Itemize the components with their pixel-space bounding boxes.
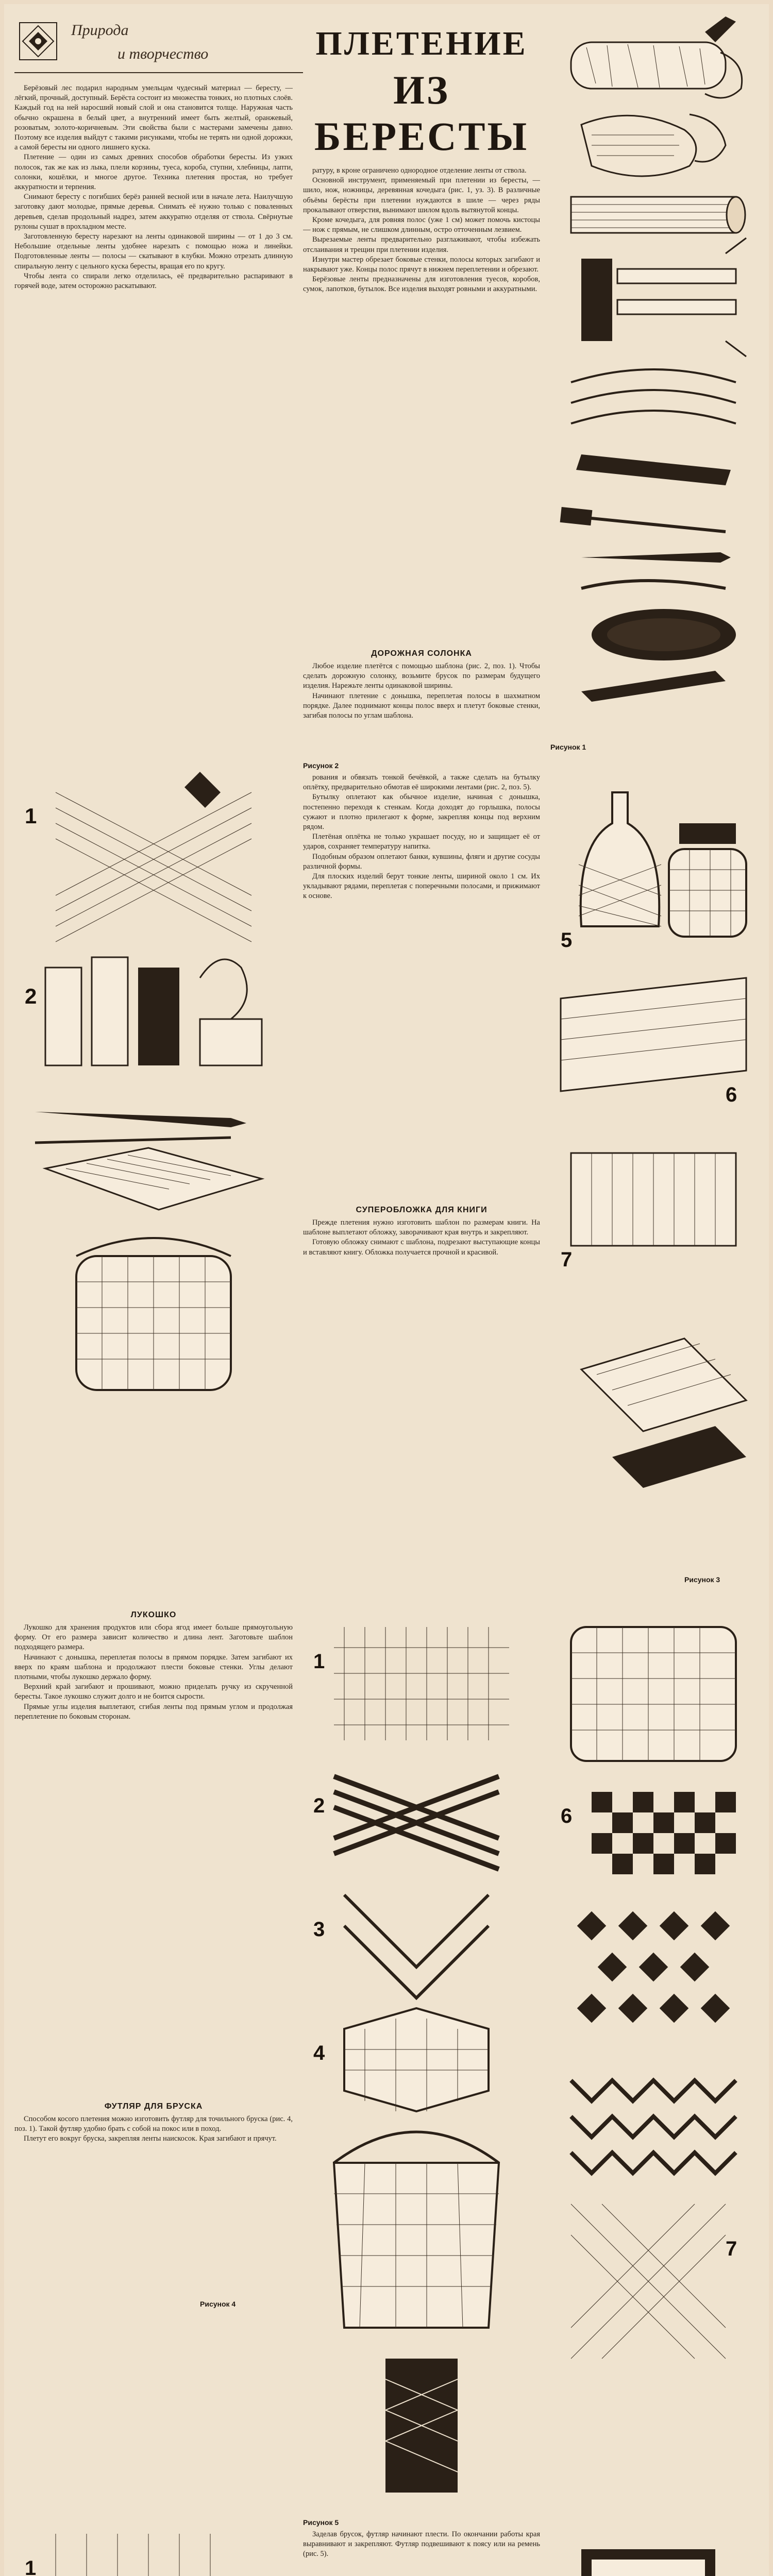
woven-mat-illustration bbox=[561, 978, 746, 1106]
title-word-1: ПЛЕТЕНИЕ bbox=[315, 25, 528, 62]
solonka-text bbox=[303, 662, 540, 749]
section3-text bbox=[303, 2530, 540, 2576]
bottle-text bbox=[303, 773, 540, 1195]
figure-2-illustrations bbox=[550, 761, 759, 1586]
svg-text:4: 4 bbox=[313, 2042, 325, 2064]
lidded-box-illustration bbox=[581, 2549, 715, 2576]
figure-3-caption: Рисунок 3 bbox=[684, 1575, 720, 1584]
box-pattern-illustration bbox=[571, 1627, 736, 1761]
svg-text:5: 5 bbox=[561, 929, 573, 952]
title-word-2: ИЗ bbox=[393, 67, 450, 112]
hands-peeling-illustration bbox=[581, 114, 726, 176]
futlyar-text bbox=[14, 2114, 293, 2300]
lattice-pattern-illustration bbox=[571, 2204, 737, 2359]
paragraph: рования и обвязать тонкой бечёвкой, а также сделать на бутылку оплётку, предварительно обмотав её широкими лентами (рис. 2, поз. 5). bbox=[303, 773, 540, 792]
paragraph: Изнутри мастер обрезает боковые стенки, полосы которых загибают и накрывают уже. Концы полос прячут в нижнем переплетении и обрезают. bbox=[303, 255, 540, 274]
paragraph: Прямые углы изделия выплетают, сгибая ленты под прямым углом и продолжая переплетение по боковым сторонам. bbox=[14, 1702, 293, 1721]
awl-knife-illustration bbox=[560, 507, 731, 588]
rubric-line-2: и творчество bbox=[117, 45, 209, 62]
paragraph: Подобным образом оплетают банки, кувшины, фляги и другие сосуды различной формы. bbox=[303, 852, 540, 871]
paragraph: Любое изделие плетётся с помощью шаблона (рис. 2, поз. 1). Чтобы сделать дорожную солонку, возьмите брусок по размерам будущего изделия. Нарежьте ленты одинаковой ширины. bbox=[303, 662, 540, 690]
intro-left-column bbox=[14, 83, 293, 743]
diagonal-pattern-illustration bbox=[577, 1911, 730, 2023]
figure-5-right-illustrations bbox=[550, 2518, 759, 2576]
section-solonka-bottles bbox=[14, 761, 759, 1596]
weaving-closeup-illustration bbox=[45, 1148, 262, 1210]
paragraph: Прежде плетения нужно изготовить шаблон по размерам книги. На шаблоне выплетают обложку, заворачивают края внутрь и закрепляют. bbox=[303, 1218, 540, 1237]
paragraph: Плетение — один из самых древних способов обработки бересты. Из узких полосок, так же как из лыка, плели корзины, туеса, короба, ступни, хлебницы, лапти, солонки, кошёлки, и многое другое. Техника плетения простая, но требует аккуратности и терпения. bbox=[14, 153, 293, 192]
paragraph: Бутылку оплетают как обычное изделие, начиная с донышка, постепенно переходя к стенкам. Когда доходят до горлышка, полосы сужают и плотно прилегают к форме, закрепляя концы под верхним рядом. bbox=[303, 793, 540, 832]
svg-text:6: 6 bbox=[726, 1083, 737, 1106]
brusok-case-illustration bbox=[385, 2359, 458, 2493]
svg-text:6: 6 bbox=[561, 1805, 573, 1827]
ornament-icon bbox=[18, 21, 59, 62]
rubric-header bbox=[14, 11, 303, 73]
heading-lukoshko: ЛУКОШКО bbox=[130, 1611, 177, 1619]
bark-roll-illustration bbox=[571, 197, 745, 233]
svg-text:2: 2 bbox=[25, 984, 37, 1008]
figure-2-caption: Рисунок 2 bbox=[303, 761, 339, 770]
figure-5-caption: Рисунок 5 bbox=[303, 2518, 339, 2527]
weaving-frame-illustration bbox=[561, 1153, 736, 1271]
weaving-diagram-2-illustration bbox=[313, 1776, 499, 1869]
tools-illustration bbox=[550, 11, 759, 743]
kochedyk-tool-illustration bbox=[581, 609, 736, 702]
weaving-step-1-illustration bbox=[25, 772, 251, 942]
book-cover-illustration bbox=[581, 1338, 746, 1488]
title-word-3: БЕРЕСТЫ bbox=[314, 114, 529, 159]
paragraph: Для плоских изделий берут тонкие ленты, шириной около 1 см. Их укладывают рядами, переплетая с поперечными полосами, и прижимают к основе. bbox=[303, 872, 540, 901]
weaving-step-2-illustration bbox=[25, 957, 262, 1065]
weaving-diagram-4-illustration bbox=[313, 2008, 489, 2111]
paragraph: ратуру, в кроне ограничено однородное отделение ленты от ствола. bbox=[312, 166, 527, 175]
magazine-page bbox=[4, 4, 769, 2576]
article-title bbox=[303, 11, 540, 166]
paragraph: Готовую обложку снимают с шаблона, подрезают выступающие концы и вставляют книгу. Обложка получается прочной и красивой. bbox=[303, 1238, 540, 1257]
lukoshko-block bbox=[14, 1606, 293, 2308]
figure-5-left-illustrations bbox=[14, 2518, 293, 2576]
solonka-block bbox=[303, 645, 540, 749]
paragraph: Способом косого плетения можно изготовить футляр для точильного бруска (рис. 4, поз. 1). Такой футляр удобно брать с собой на покос или в поход. bbox=[14, 2115, 293, 2133]
svg-text:2: 2 bbox=[313, 1794, 325, 1817]
paragraph: Верхний край загибают и прошивают, можно приделать ручку из скрученной бересты. Такое лукошко служит долго и не боится сырости. bbox=[14, 1683, 293, 1701]
svg-text:1: 1 bbox=[25, 2557, 37, 2576]
svg-text:1: 1 bbox=[25, 804, 37, 828]
heading-superoblozhka: СУПЕРОБЛОЖКА ДЛЯ КНИГИ bbox=[356, 1206, 488, 1214]
woven-jar-illustration bbox=[669, 823, 746, 937]
svg-text:3: 3 bbox=[313, 1918, 325, 1941]
ribbon-coils-illustration bbox=[571, 369, 736, 485]
intro-right-column bbox=[303, 166, 540, 640]
paragraph: Начинают с донышка, переплетая полосы в прямом порядке. Затем загибают их вверх по краям шаблона и продолжают плести боковые стенки. Углы делают плотными, чтобы лукошко держало форму. bbox=[14, 1653, 293, 1682]
figure-5-illustrations bbox=[550, 1606, 759, 2503]
birch-log-illustration bbox=[571, 16, 742, 98]
heading-futlyar: ФУТЛЯР ДЛЯ БРУСКА bbox=[104, 2102, 203, 2111]
svg-text:7: 7 bbox=[561, 1248, 573, 1271]
paragraph: Плетут его вокруг бруска, закрепляя ленты наискосок. Края загибают и прячут. bbox=[24, 2134, 277, 2143]
section-intro bbox=[14, 11, 759, 753]
lukoshko-text bbox=[14, 1623, 293, 2087]
cutting-tool-illustration bbox=[581, 238, 746, 357]
paragraph: Чтобы лента со спирали легко отделилась, её предварительно распаривают в горячей воде, затем осторожно раскатывают. bbox=[14, 272, 293, 291]
zigzag-pattern-illustration bbox=[571, 2080, 736, 2173]
paragraph: Плетёная оплётка не только украшает посуду, но и защищает её от ударов, сохраняет температуру напитка. bbox=[303, 833, 540, 851]
woven-salt-box-illustration bbox=[76, 1238, 231, 1390]
paragraph: Берёзовый лес подарил народным умельцам чудесный материал — бересту, — лёгкий, прочный, доступный. Берёста состоит из множества тонких, но плотных слоёв. Каждый год на ней наросший новый слой и она становится толще. Наружная часть обычно окрашена в белый цвет, а внутренний имеет быть желтый, оранжевый, розоватым, золото-коричневым. Эти свойства были с мастерами замечены давно. Поэтому все изделия выйдут с такими рисунками, чтобы не терять ни одной дорожки, а самой бересты ни одного лишнего куска. bbox=[14, 84, 293, 152]
svg-text:7: 7 bbox=[726, 2238, 737, 2260]
paragraph: Берёзовые ленты предназначены для изготовления туесов, коробов, сумок, лапотков, бутылок. Все изделия выходят ровными и аккуратными. bbox=[303, 275, 540, 294]
woven-bottle-illustration bbox=[561, 792, 661, 952]
weaving-diagram-3-illustration bbox=[313, 1895, 489, 1998]
paragraph: Заготовленную бересту нарезают на ленты одинаковой ширины — от 1 до 3 см. Небольшие отдельные ленты удобнее нарезать с помощью ножа и линейки. Подготовленные ленты — полосы — скатывают в клубки. Можно отрезать длинную спиральную ленту с цельного куска бересты, вращая его по кругу. bbox=[14, 232, 293, 270]
bottle-text-block bbox=[303, 761, 540, 1372]
section-lukoshko bbox=[14, 1606, 759, 2508]
svg-text:1: 1 bbox=[313, 1650, 325, 1673]
figure-4-caption: Рисунок 4 bbox=[200, 2300, 236, 2308]
check-pattern-illustration bbox=[561, 1792, 736, 1874]
paragraph: Лукошко для хранения продуктов или сбора ягод имеет больше прямоугольную форму. От его размера зависит количество и длина лент. Заготовьте шаблон подходящего размера. bbox=[14, 1623, 293, 1652]
paragraph: Основной инструмент, применяемый при плетении из бересты, — шило, нож, ножницы, деревянная кочедыга (рис. 1, уз. 3). В различные объёмы берёсты при плетении нуждаются в шиле — через ряды прокалывают отверстия, вынимают шилом вдоль вытянутой концы. bbox=[303, 176, 540, 214]
woven-basket-illustration bbox=[334, 2132, 499, 2328]
paragraph: Вырезаемые ленты предварительно разглаживают, чтобы избежать отслаивания и трещин при плетении изделия. bbox=[303, 235, 540, 254]
figure-1-caption: Рисунок 1 bbox=[550, 743, 586, 751]
superoblozhka-text bbox=[303, 1218, 540, 1372]
heading-solonka: ДОРОЖНАЯ СОЛОНКА bbox=[371, 649, 472, 658]
figure-4-illustrations bbox=[303, 1606, 540, 2503]
section-podstakannik bbox=[14, 2518, 759, 2576]
paragraph: Снимают бересту с погибших берёз ранней весной или в начале лета. Наилучшую заготовку дают молодые, прямые деревья. Снимать её нужно только с поваленных деревьев, сделав продольный надрез, затем аккуратно отделяя от ствола. Свёрнутые рулоны сушат в прохладном месте. bbox=[14, 193, 293, 231]
paragraph: Заделав брусок, футляр начинают плести. По окончании работы края выравнивают и закрепляют. Футляр подвешивают к поясу или на ремень (рис. 5). bbox=[303, 2530, 540, 2558]
rubric-line-1: Природа bbox=[71, 22, 129, 39]
figure-1-illustrations bbox=[14, 761, 293, 1586]
weaving-diagram-1-illustration bbox=[313, 1627, 509, 1740]
podstakannik-text-block bbox=[303, 2518, 540, 2576]
knife-illustration bbox=[35, 1112, 246, 1143]
paragraph: Начинают плетение с донышка, переплетая полосы в шахматном порядке. Далее поднимают концы полос вверх и плетут боковые стенки, загибая полосы по углам шаблона. bbox=[303, 691, 540, 720]
strip-diagram-illustration bbox=[25, 2534, 231, 2576]
paragraph: Кроме кочедыга, для ровняя полос (уже 1 см) может помочь кистоцы — нож с прямым, не слишком длинным, остро отточенным лезвием. bbox=[303, 216, 540, 234]
